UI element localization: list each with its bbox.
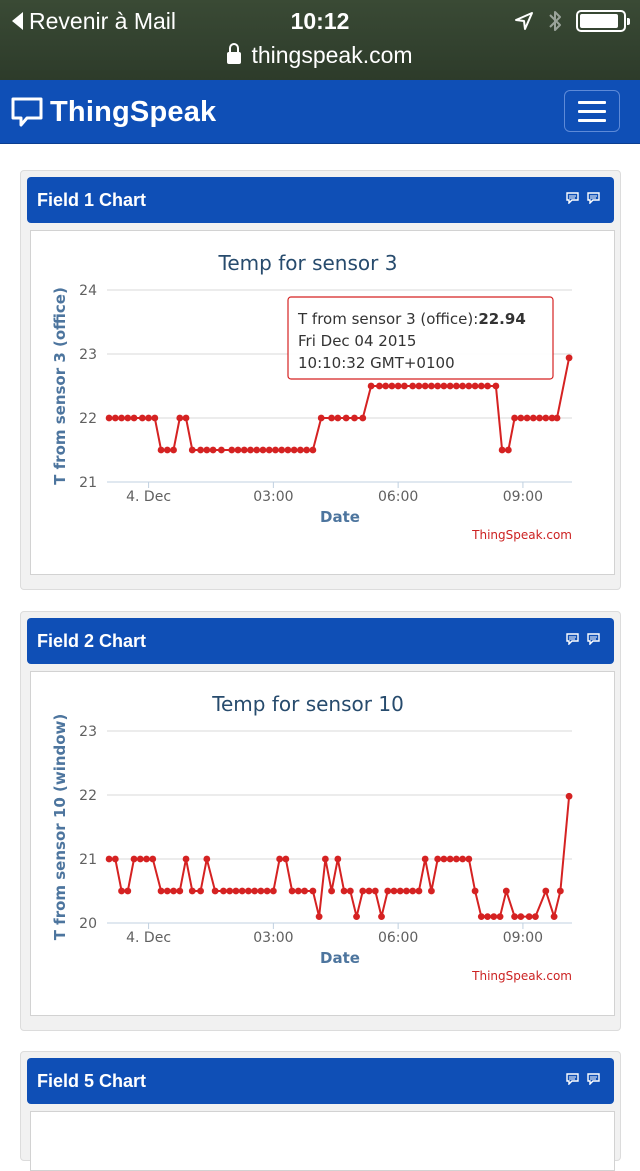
data-point [532,913,539,920]
y-axis-label: T from sensor 10 (window) [51,713,69,941]
data-point [235,447,242,454]
x-tick-label: 03:00 [253,930,294,946]
data-point [536,415,543,422]
x-tick-label: 4. Dec [126,930,172,946]
data-point [203,856,210,863]
data-point [334,415,341,422]
data-point [459,856,466,863]
data-point [118,888,125,895]
location-arrow-icon [514,11,534,31]
data-point [303,447,310,454]
data-point [530,415,537,422]
data-point [409,888,416,895]
tooltip-date: Fri Dec 04 2015 [298,332,417,350]
data-point [289,888,296,895]
field-5-panel [20,1051,621,1161]
data-point [378,913,385,920]
data-point [226,888,233,895]
data-point [453,856,460,863]
data-point [478,913,485,920]
data-point [401,383,408,390]
thingspeak-logo[interactable] [10,94,216,130]
data-point [351,415,358,422]
data-point [295,888,302,895]
data-point [416,383,423,390]
data-point [397,888,404,895]
data-point [372,888,379,895]
data-point [459,383,466,390]
y-tick-label: 24 [79,283,97,299]
data-point [241,447,248,454]
data-point [176,888,183,895]
data-point [359,888,366,895]
data-point [497,913,504,920]
data-point [220,888,227,895]
data-point [301,888,308,895]
data-point [447,856,454,863]
data-point [409,383,416,390]
data-point [557,888,564,895]
chart-title: Temp for sensor 3 [218,251,398,275]
back-label: Revenir à Mail [29,8,176,34]
data-point [318,415,325,422]
data-point [106,415,113,422]
data-point [316,913,323,920]
data-point [505,447,512,454]
data-point [151,415,158,422]
chart-container [30,1111,615,1171]
y-tick-label: 20 [79,916,97,932]
data-point [137,856,144,863]
panel-header [27,177,614,223]
data-point [526,913,533,920]
bluetooth-icon [548,9,562,33]
status-time: 10:12 [290,8,350,34]
data-point [118,415,125,422]
data-point [158,888,165,895]
thingspeak-credit: ThingSpeak.com [472,969,572,983]
data-point [183,856,190,863]
data-point [145,415,152,422]
data-point [359,415,366,422]
y-tick-label: 22 [79,788,97,804]
data-point [395,383,402,390]
comment-icon[interactable] [566,192,579,204]
data-point [112,856,119,863]
data-point [228,447,235,454]
panel-header [27,618,614,664]
data-point [551,913,558,920]
browser-status-bar [0,0,640,80]
panel-header [27,1058,614,1104]
data-point [353,913,360,920]
data-point [197,447,204,454]
data-point [472,888,479,895]
data-point [291,447,298,454]
y-tick-label: 21 [79,475,97,491]
tooltip-series-line [297,310,526,328]
panel-title: Field 2 Chart [37,631,147,651]
y-axis-label: T from sensor 3 (office) [51,287,69,485]
data-point [260,447,267,454]
data-point [490,913,497,920]
data-point [484,383,491,390]
status-icons [514,8,626,34]
data-point [542,415,549,422]
data-point [484,913,491,920]
data-point [499,447,506,454]
data-point [124,888,131,895]
data-point [440,383,447,390]
panel-title: Field 5 Chart [37,1071,147,1091]
data-point [434,856,441,863]
data-point [149,856,156,863]
x-axis-label: Date [320,949,360,967]
data-point [239,888,246,895]
data-point [164,447,171,454]
data-point [517,913,524,920]
data-point [440,856,447,863]
panel-title: Field 1 Chart [37,190,147,210]
data-point [197,888,204,895]
logo-text: ThingSpeak [50,95,217,128]
chart-tooltip [288,297,553,379]
data-point [158,447,165,454]
chart-container [30,671,615,1016]
hamburger-icon [578,101,606,104]
data-point [189,888,196,895]
data-point [511,415,518,422]
data-point [542,888,549,895]
data-point [434,383,441,390]
y-tick-label: 22 [79,411,97,427]
data-point [170,447,177,454]
data-point [384,888,391,895]
data-point [566,354,573,361]
data-point [106,856,113,863]
thingspeak-credit: ThingSpeak.com [472,528,572,542]
data-point [112,415,119,422]
chart-field-1 [31,231,616,576]
data-point [428,383,435,390]
url-text: thingspeak.com [251,41,413,68]
y-tick-label: 23 [79,724,97,740]
lock-icon [227,52,241,64]
data-point [422,383,429,390]
data-point [447,383,454,390]
panel-header-icons [566,192,600,204]
site-header [0,80,640,144]
x-tick-label: 4. Dec [126,489,172,505]
data-point [233,888,240,895]
data-point [478,383,485,390]
data-point [170,888,177,895]
comment-icon[interactable] [587,192,600,204]
data-point [143,856,150,863]
data-point [218,447,225,454]
data-point [416,888,423,895]
menu-toggle-button[interactable] [564,90,620,132]
data-point [428,888,435,895]
data-point [554,415,561,422]
x-tick-label: 09:00 [502,489,544,505]
chart-title: Temp for sensor 10 [212,692,404,716]
x-tick-label: 09:00 [502,930,544,946]
data-point [492,383,499,390]
data-point [253,447,260,454]
data-point [266,447,273,454]
data-point [503,888,510,895]
y-tick-label: 21 [79,852,97,868]
data-point [251,888,258,895]
data-point [309,447,316,454]
data-point [376,383,383,390]
data-point [389,383,396,390]
y-tick-label: 23 [79,347,97,363]
data-point [124,415,131,422]
address-bar[interactable] [0,38,640,72]
data-point [328,415,335,422]
data-point [264,888,271,895]
comment-icon[interactable] [587,633,600,645]
data-point [403,888,410,895]
data-point [328,888,335,895]
data-point [203,447,210,454]
data-point [391,888,398,895]
data-point [176,415,183,422]
data-point [210,447,217,454]
speech-bubble-logo-icon [10,96,44,128]
comment-icon[interactable] [587,1073,600,1085]
data-point [322,856,329,863]
x-axis-label: Date [320,508,360,526]
tooltip-time: 10:10:32 GMT+0100 [298,354,455,372]
panel-header-icons [566,1073,600,1085]
data-point [517,415,524,422]
x-tick-label: 06:00 [377,489,419,505]
data-point [368,383,375,390]
field-1-panel [20,170,621,590]
data-point [366,888,373,895]
chart-container [30,230,615,575]
data-point [309,888,316,895]
data-point [566,793,573,800]
data-point [212,888,219,895]
comment-icon[interactable] [566,1073,579,1085]
data-point [422,856,429,863]
chart-field-2 [31,672,616,1017]
data-point [341,888,348,895]
data-point [131,415,138,422]
battery-level [580,14,618,28]
data-point [183,415,190,422]
data-point [334,856,341,863]
data-point [278,447,285,454]
data-point [164,888,171,895]
data-point [272,447,279,454]
data-point [465,856,472,863]
data-point [257,888,264,895]
data-point [343,415,350,422]
data-point [382,383,389,390]
hamburger-bar [578,110,606,113]
data-point [247,447,254,454]
battery-icon [576,10,626,32]
data-point [285,447,292,454]
data-point [189,447,196,454]
data-point [511,913,518,920]
tooltip-series-name: T from sensor 3 (office): [298,310,479,328]
data-point [465,383,472,390]
data-point [472,383,479,390]
panel-header-icons [566,633,600,645]
data-point [139,415,146,422]
data-point [297,447,304,454]
field-2-panel [20,611,621,1031]
data-point [276,856,283,863]
data-point [453,383,460,390]
hamburger-bar [578,119,606,122]
data-point [347,888,354,895]
data-point [524,415,531,422]
comment-icon[interactable] [566,633,579,645]
x-tick-label: 06:00 [377,930,419,946]
tooltip-value: 22.94 [478,310,526,328]
data-point [282,856,289,863]
data-point [270,888,277,895]
data-point [245,888,252,895]
data-point [131,856,138,863]
x-tick-label: 03:00 [253,489,294,505]
